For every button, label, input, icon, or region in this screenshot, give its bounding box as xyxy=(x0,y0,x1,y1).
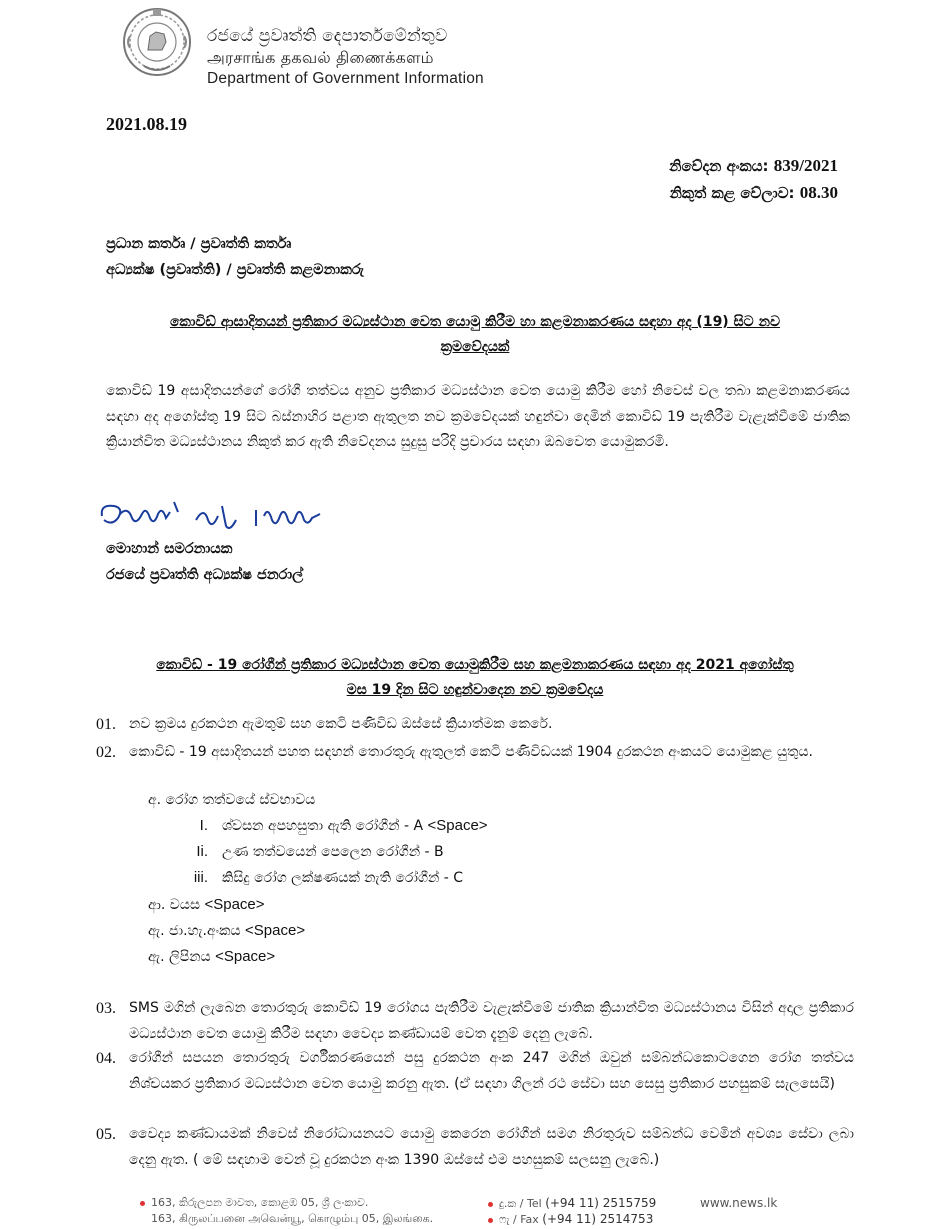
roman-item-text: ශ්වසන අපහසුතා ඇති රෝගීන් - A xyxy=(222,818,424,834)
sublist-address-label: ඇ. ලිපිනය xyxy=(148,949,211,965)
sublist-age-tag: <Space> xyxy=(204,896,265,913)
footer-fax-label: ෆැ / Fax xyxy=(499,1213,539,1226)
cover-paragraph: කොවිඩ් 19 අසාදිතයන්ගේ රෝගී තත්වය අනුව ප්‍රතිකාර මධ්‍යස්ථාන වෙත යොමු කිරීම හෝ නිවෙස් වල තබා කළමනාකරණය සඳහා අද අගෝස්තු 19 සිට බස්නාහිර පළාත ඇතුලත නව ක්‍රමවේදයක් හඳුන්වා දෙමින් කොවිඩ් 19 පැතිරීම වැළැක්වීමේ ජාතික ක්‍රියාන්විත මධ්‍යස්ථානය නිකුත් කර ඇති නිවේදනය සුදුසු පරිදි ප්‍රචාරය සඳහා ඔබවෙත යොමුකරමි. xyxy=(106,383,850,450)
footer-address-tamil: 163, கிருலப்பனை அவென்யூ, கொழும்பு 05, இலங்கை. xyxy=(151,1212,434,1225)
release-number-value: 839/2021 xyxy=(773,156,838,175)
guideline-title-line-1: කොවිඩ් - 19 රෝගීන් ප්‍රතිකාර මධ්‍යස්ථාන වෙත යොමුකිරීම සහ කළමනාකරණය සඳහා අද 2021 අගෝස්තු xyxy=(156,657,794,673)
sublist-address xyxy=(148,948,275,965)
roman-numeral: iii. xyxy=(193,869,208,886)
dept-name-sinhala: රජයේ ප්‍රවෘත්ති දෙපාර්තමේන්තුව xyxy=(207,26,448,46)
phone-icon xyxy=(488,1202,493,1207)
cover-title xyxy=(96,310,854,360)
list-item xyxy=(96,740,854,766)
sri-lanka-emblem-icon xyxy=(118,6,196,78)
sublist-age xyxy=(148,896,265,913)
list-item xyxy=(96,1122,854,1173)
signatory-name: මොහාන් සමරනායක xyxy=(106,541,233,557)
roman-item-text: කිසිදු රෝග ලක්ෂණයක් නැති රෝගීන් - C xyxy=(222,870,464,886)
release-time-line xyxy=(670,183,838,203)
list-item-text: නව ක්‍රමය දුරකථන ඇමතුම් සහ කෙටි පණිවිඩ ඔස්සේ ක්‍රියාත්මක කෙරේ. xyxy=(129,716,553,732)
cover-title-line-2: ක්‍රමවේදයක් xyxy=(440,339,510,355)
signatory-title: රජයේ ප්‍රවෘත්ති අධ්‍යක්ෂ ජනරාල් xyxy=(106,567,304,583)
cover-title-line-1: කොවිඩ් ආසාදිතයන් ප්‍රතිකාර මධ්‍යස්ථාන වෙත යොමු කිරීම හා කළමනාකරණය සඳහා අද (19) සිට නව xyxy=(169,314,781,330)
roman-item-text: උණ තත්වයෙන් පෙලෙන රෝගීන් - B xyxy=(222,844,444,860)
list-item-number: 01. xyxy=(96,716,116,733)
addressee-line-1: ප්‍රධාන කර්තෘ / ප්‍රවෘත්ති කර්තෘ xyxy=(106,236,292,252)
handwritten-signature-icon xyxy=(96,496,336,540)
release-time-label: නිකුත් කළ වේලාව: xyxy=(669,184,795,202)
dept-name-english: Department of Government Information xyxy=(207,70,484,87)
list-item xyxy=(96,1046,854,1097)
sublist-nic xyxy=(148,922,305,939)
list-item xyxy=(96,712,854,738)
roman-item-tag: <Space> xyxy=(427,817,488,834)
addressee-line-2: අධ්‍යක්ෂ (ප්‍රවෘත්ති) / ප්‍රවෘත්ති කළමනාකරු xyxy=(106,262,365,278)
list-item-text: වෛද්‍ය කණ්ඩායමක් නිවෙස් නිරෝධායනයට යොමු කෙරෙන රෝගීන් සමග නිරතුරුව සම්බන්ධ වෙමින් අවශ්‍ය සේවා ලබා දෙනු ඇත. ( මේ සඳහාම වෙන් වූ දුරකථන අංක 1390 ඔස්සේ එම පහසුකම් සලසනු ලැබේ.) xyxy=(129,1126,854,1168)
list-item-number: 04. xyxy=(96,1050,116,1067)
list-item-number: 05. xyxy=(96,1126,116,1143)
roman-numeral: Ii. xyxy=(196,843,208,860)
guideline-title-line-2: මස 19 දින සිට හඳුන්වාදෙන නව ක්‍රමවේදය xyxy=(346,682,604,698)
release-time-value: 08.30 xyxy=(799,183,838,202)
sublist-nic-tag: <Space> xyxy=(245,922,306,939)
roman-numeral: I. xyxy=(199,817,208,834)
bullet-icon xyxy=(140,1201,145,1206)
fax-icon xyxy=(488,1218,493,1223)
list-item-number: 03. xyxy=(96,1000,116,1017)
footer-fax-number: (+94 11) 2514753 xyxy=(542,1212,654,1226)
release-number-line xyxy=(669,156,838,176)
footer-website: www.news.lk xyxy=(700,1196,778,1210)
footer-tel-label: දු.ක / Tel xyxy=(499,1197,542,1210)
sublist-nic-label: ඇ. ජා.හැ.අංකය xyxy=(148,923,241,939)
list-item-text: SMS මගින් ලැබෙන තොරතුරු කොවිඩ් 19 රෝගය පැතිරීම වැළැක්වීමේ ජාතික ක්‍රියාන්විත මධ්‍යස්ථානය විසින් අදාල ප්‍රතිකාර මධ්‍යස්ථාන වෙත යොමු කිරීම සඳහා වෛද්‍ය කණ්ඩායම් වෙත දැනුම් දෙනු ලැබේ. xyxy=(129,1000,854,1042)
list-item-text: කොවිඩ් - 19 අසාදිතයන් පහත සඳහන් තොරතුරු ඇතුලත් කෙටි පණිවිඩයක් 1904 දුරකථන අංකයට යොමුකළ යුතුය. xyxy=(129,744,813,760)
sublist-roman-item xyxy=(178,843,444,860)
footer-address-text: 163, කිරුලපන මාවත, කොළඹ 05, ශ්‍රී ලංකාව. xyxy=(151,1196,369,1209)
list-item-number: 02. xyxy=(96,744,116,761)
release-date: 2021.08.19 xyxy=(106,114,187,134)
footer-tel xyxy=(488,1196,656,1211)
release-number-label: නිවේදන අංකය: xyxy=(669,157,769,175)
footer-fax xyxy=(488,1212,653,1227)
footer-address-sinhala xyxy=(140,1196,368,1210)
sublist-age-label: ආ. වයස xyxy=(148,897,201,913)
sublist-roman-item xyxy=(178,817,488,834)
sublist-roman-item xyxy=(178,869,463,886)
sublist-address-tag: <Space> xyxy=(215,948,276,965)
footer-tel-number: (+94 11) 2515759 xyxy=(545,1196,657,1210)
list-item-text: රෝගීන් සපයන තොරතුරු වර්ගීකරණයෙන් පසු දුරකථන අංක 247 මගින් ඔවුන් සම්බන්ධකොටගෙන රෝග තත්වය නිශ්චයකර ප්‍රතිකාර මධ්‍යස්ථාන වෙත යොමු කරනු ඇත. (ඒ සඳහා ගිලන් රථ සේවා සහ සෙසු ප්‍රතිකාර පහසුකම් සැලසෙයි) xyxy=(129,1050,854,1092)
sublist-a-label: අ. රෝග තත්වයේ ස්වභාවය xyxy=(148,792,316,808)
dept-name-tamil: அரசாங்க தகவல் திணைக்களம் xyxy=(207,48,434,67)
list-item xyxy=(96,996,854,1047)
guideline-title xyxy=(96,653,854,703)
